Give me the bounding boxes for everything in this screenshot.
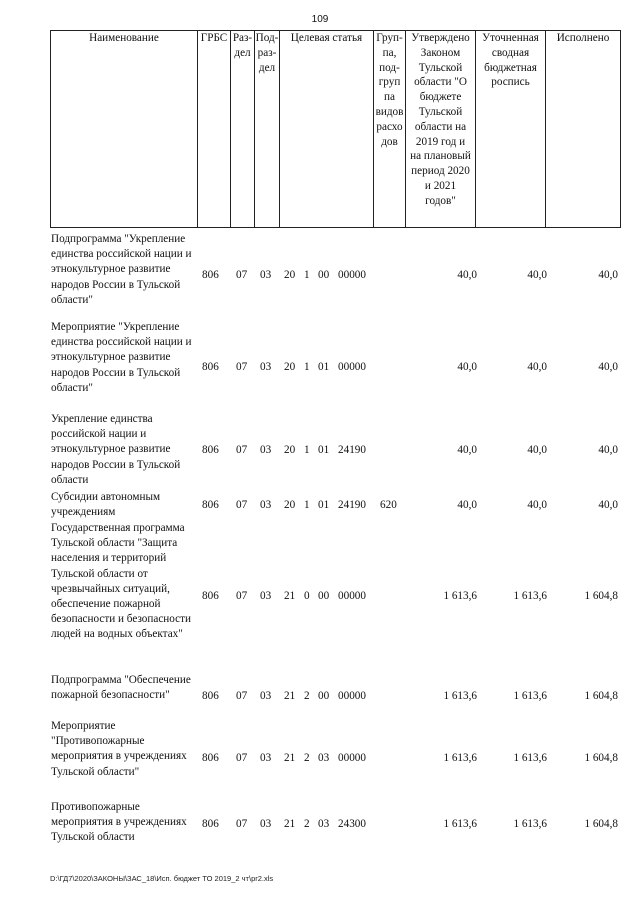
cell-cs-measure: 03 [318,752,330,764]
table-header [50,30,621,228]
cell-cs-subprogram: 1 [304,361,310,373]
cell-cs-subprogram: 1 [304,269,310,281]
cell-cs-subprogram: 0 [304,590,310,602]
cell-grbs: 806 [202,752,219,764]
cell-approved: 40,0 [457,269,477,281]
cell-grbs: 806 [202,690,219,702]
cell-refined: 40,0 [527,269,547,281]
cell-razdel: 07 [236,590,248,602]
table-row [50,719,620,797]
cell-cs-measure: 00 [318,690,330,702]
cell-razdel: 07 [236,818,248,830]
cell-grbs: 806 [202,499,219,511]
cell-executed: 1 604,8 [584,590,618,602]
cell-razdel: 07 [236,269,248,281]
row-name: Подпрограмма "Укрепление единства российской нации и этнокультурное развитие народов России в Тульской области" [51,233,192,306]
cell-razdel: 07 [236,444,248,456]
cell-cs-program: 20 [284,361,296,373]
cell-refined: 40,0 [527,444,547,456]
cell-cs-program: 21 [284,590,296,602]
cell-cs-subprogram: 2 [304,690,310,702]
header-refined-budget: Уточненная сводная бюджетная роспись [476,31,546,228]
cell-refined: 1 613,6 [513,690,547,702]
cell-podrazdel: 03 [260,752,272,764]
cell-razdel: 07 [236,499,248,511]
header-name: Наименование [51,31,198,228]
cell-cs-direction: 00000 [338,269,366,281]
cell-refined: 1 613,6 [513,818,547,830]
row-name: Подпрограмма "Обеспечение пожарной безопасности" [51,674,191,702]
cell-refined: 40,0 [527,361,547,373]
cell-cs-measure: 03 [318,818,330,830]
cell-podrazdel: 03 [260,444,272,456]
cell-podrazdel: 03 [260,818,272,830]
cell-cs-direction: 24190 [338,499,366,511]
cell-cs-subprogram: 1 [304,499,310,511]
cell-refined: 1 613,6 [513,590,547,602]
table-row [50,521,620,671]
header-grbs: ГРБС [198,31,231,228]
cell-grbs: 806 [202,269,219,281]
cell-cs-direction: 00000 [338,752,366,764]
table-row [50,232,620,320]
table-row [50,673,620,718]
row-name: Мероприятие "Укрепление единства российской нации и этнокультурное развитие народов России в Тульской области" [51,321,192,394]
cell-podrazdel: 03 [260,590,272,602]
cell-cs-program: 21 [284,818,296,830]
cell-approved: 40,0 [457,444,477,456]
cell-grbs: 806 [202,361,219,373]
cell-approved: 40,0 [457,361,477,373]
cell-refined: 1 613,6 [513,752,547,764]
cell-cs-measure: 01 [318,499,330,511]
cell-refined: 40,0 [527,499,547,511]
cell-razdel: 07 [236,690,248,702]
row-name: Противопожарные мероприятия в учреждениях Тульской области [51,801,187,844]
cell-approved: 1 613,6 [443,752,477,764]
cell-executed: 1 604,8 [584,690,618,702]
cell-podrazdel: 03 [260,690,272,702]
cell-razdel: 07 [236,361,248,373]
cell-grbs: 806 [202,444,219,456]
table-row [50,412,620,490]
cell-grbs: 806 [202,590,219,602]
file-path-footer: D:\ГД7\2020\ЗАКОНЫ\ЗАС_18\Исп. бюджет ТО 2019_2 чт\pr2.xls [50,874,274,883]
row-name: Укрепление единства российской нации и этнокультурное развитие народов России в Тульской области [51,413,181,486]
cell-cs-measure: 00 [318,269,330,281]
header-expense-group: Груп- па, под- груп па видов расхо дов [374,31,406,228]
cell-podrazdel: 03 [260,361,272,373]
page-number: 109 [311,14,329,25]
cell-executed: 40,0 [598,361,618,373]
table-row [50,320,620,416]
cell-grbs: 806 [202,818,219,830]
row-name: Государственная программа Тульской области "Защита населения и территорий Тульской области от чрезвычайных ситуаций, обеспечение пожарной безопасности и безопасности людей на водных объектах" [51,522,192,641]
row-name: Мероприятие "Противопожарные мероприятия в учреждениях Тульской области" [51,720,187,778]
cell-cs-direction: 24190 [338,444,366,456]
cell-approved: 40,0 [457,499,477,511]
cell-cs-program: 20 [284,444,296,456]
cell-podrazdel: 03 [260,499,272,511]
cell-cs-program: 20 [284,269,296,281]
cell-executed: 1 604,8 [584,818,618,830]
cell-cs-direction: 00000 [338,590,366,602]
cell-executed: 40,0 [598,269,618,281]
cell-cs-program: 20 [284,499,296,511]
cell-vid: 620 [380,499,397,511]
row-name: Субсидии автономным учреждениям [51,491,161,519]
cell-cs-direction: 00000 [338,361,366,373]
cell-executed: 40,0 [598,499,618,511]
cell-cs-measure: 00 [318,590,330,602]
table-row [50,800,620,860]
cell-cs-measure: 01 [318,444,330,456]
cell-cs-direction: 00000 [338,690,366,702]
cell-cs-measure: 01 [318,361,330,373]
cell-cs-program: 21 [284,690,296,702]
header-razdel: Раз- дел [231,31,255,228]
cell-cs-subprogram: 2 [304,752,310,764]
header-executed: Исполнено [546,31,621,228]
cell-cs-subprogram: 1 [304,444,310,456]
cell-cs-direction: 24300 [338,818,366,830]
cell-razdel: 07 [236,752,248,764]
header-target-article: Целевая статья [280,31,374,228]
table-row [50,490,620,520]
header-approved-by-law: Утверждено Законом Тульской области "О бюджете Тульской области на 2019 год и на плановый период 2020 и 2021 годов" [406,31,476,228]
cell-approved: 1 613,6 [443,590,477,602]
cell-cs-subprogram: 2 [304,818,310,830]
cell-approved: 1 613,6 [443,690,477,702]
cell-cs-program: 21 [284,752,296,764]
cell-executed: 40,0 [598,444,618,456]
cell-podrazdel: 03 [260,269,272,281]
cell-executed: 1 604,8 [584,752,618,764]
cell-approved: 1 613,6 [443,818,477,830]
header-podrazdel: Под- раз- дел [255,31,280,228]
